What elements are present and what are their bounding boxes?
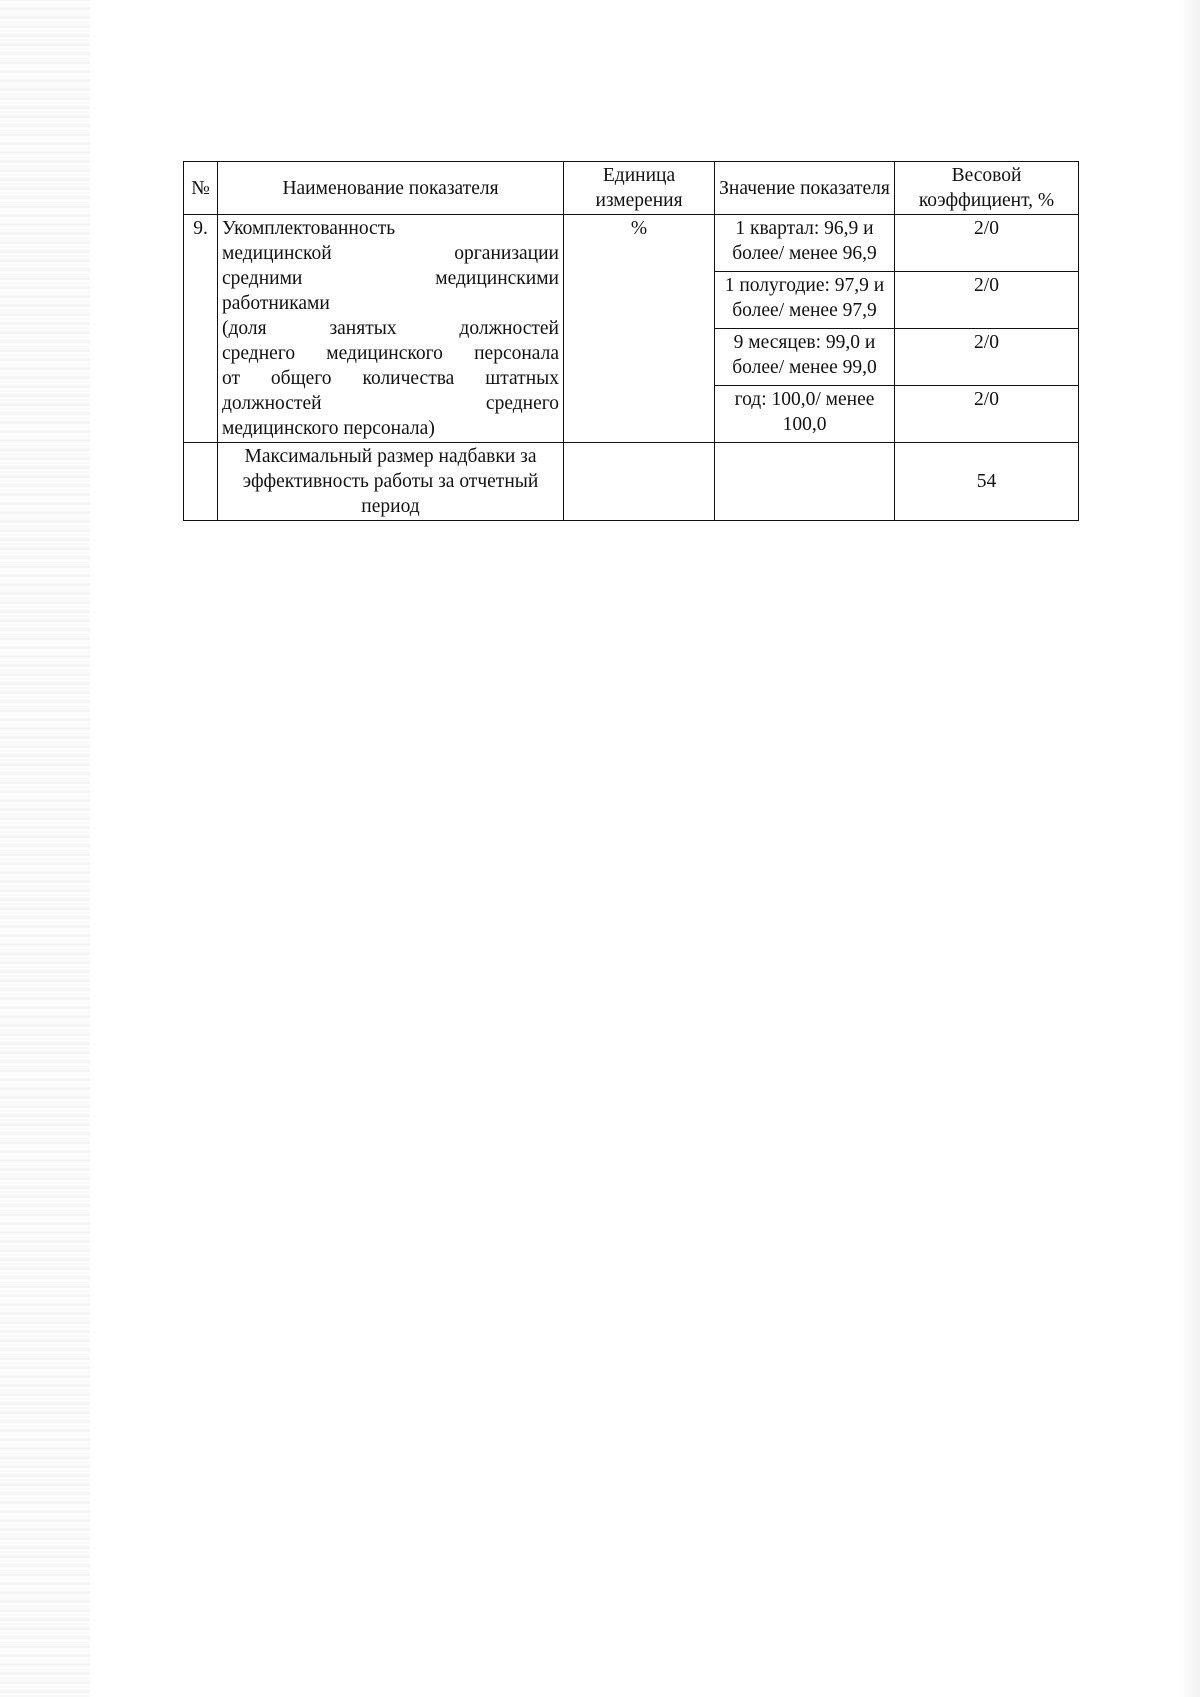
header-name: Наименование показателя — [218, 162, 564, 215]
indicator-name-line: от общего количества штатных — [222, 368, 559, 389]
header-weight: Весовой коэффициент, % — [895, 162, 1079, 215]
table-row — [184, 215, 1079, 272]
period-weight: 2/0 — [895, 215, 1079, 272]
indicators-table — [183, 161, 1079, 521]
indicator-name-line: работниками — [222, 293, 330, 314]
indicator-name-line: среднего медицинского персонала — [222, 343, 559, 364]
period-weight: 2/0 — [895, 329, 1079, 386]
footer-unit — [564, 443, 715, 521]
scan-border-right — [1178, 0, 1200, 1697]
indicator-name-line: должностей среднего — [222, 393, 559, 414]
row-num: 9. — [184, 215, 218, 443]
header-num: № — [184, 162, 218, 215]
footer-label: Максимальный размер надбавки за эффективность работы за отчетный период — [218, 443, 564, 521]
footer-value — [715, 443, 895, 521]
indicator-name-line: медицинского персонала) — [222, 418, 435, 439]
indicator-unit: % — [564, 215, 715, 443]
header-value: Значение показателя — [715, 162, 895, 215]
footer-num — [184, 443, 218, 521]
indicator-name-line: (доля занятых должностей — [222, 318, 559, 339]
period-value: 1 полугодие: 97,9 и более/ менее 97,9 — [715, 272, 895, 329]
period-weight: 2/0 — [895, 272, 1079, 329]
scan-border-left — [0, 0, 90, 1697]
period-value: 9 месяцев: 99,0 и более/ менее 99,0 — [715, 329, 895, 386]
period-value: 1 квартал: 96,9 и более/ менее 96,9 — [715, 215, 895, 272]
footer-weight: 54 — [895, 443, 1079, 521]
period-weight: 2/0 — [895, 386, 1079, 443]
period-value: год: 100,0/ менее 100,0 — [715, 386, 895, 443]
header-row — [184, 162, 1079, 215]
footer-row — [184, 443, 1079, 521]
indicator-name-line: Укомплектованность — [222, 218, 396, 239]
indicator-name-line: медицинской организации — [222, 243, 559, 264]
header-unit: Единица измерения — [564, 162, 715, 215]
indicator-name — [218, 215, 564, 443]
indicator-name-line: средними медицинскими — [222, 268, 559, 289]
